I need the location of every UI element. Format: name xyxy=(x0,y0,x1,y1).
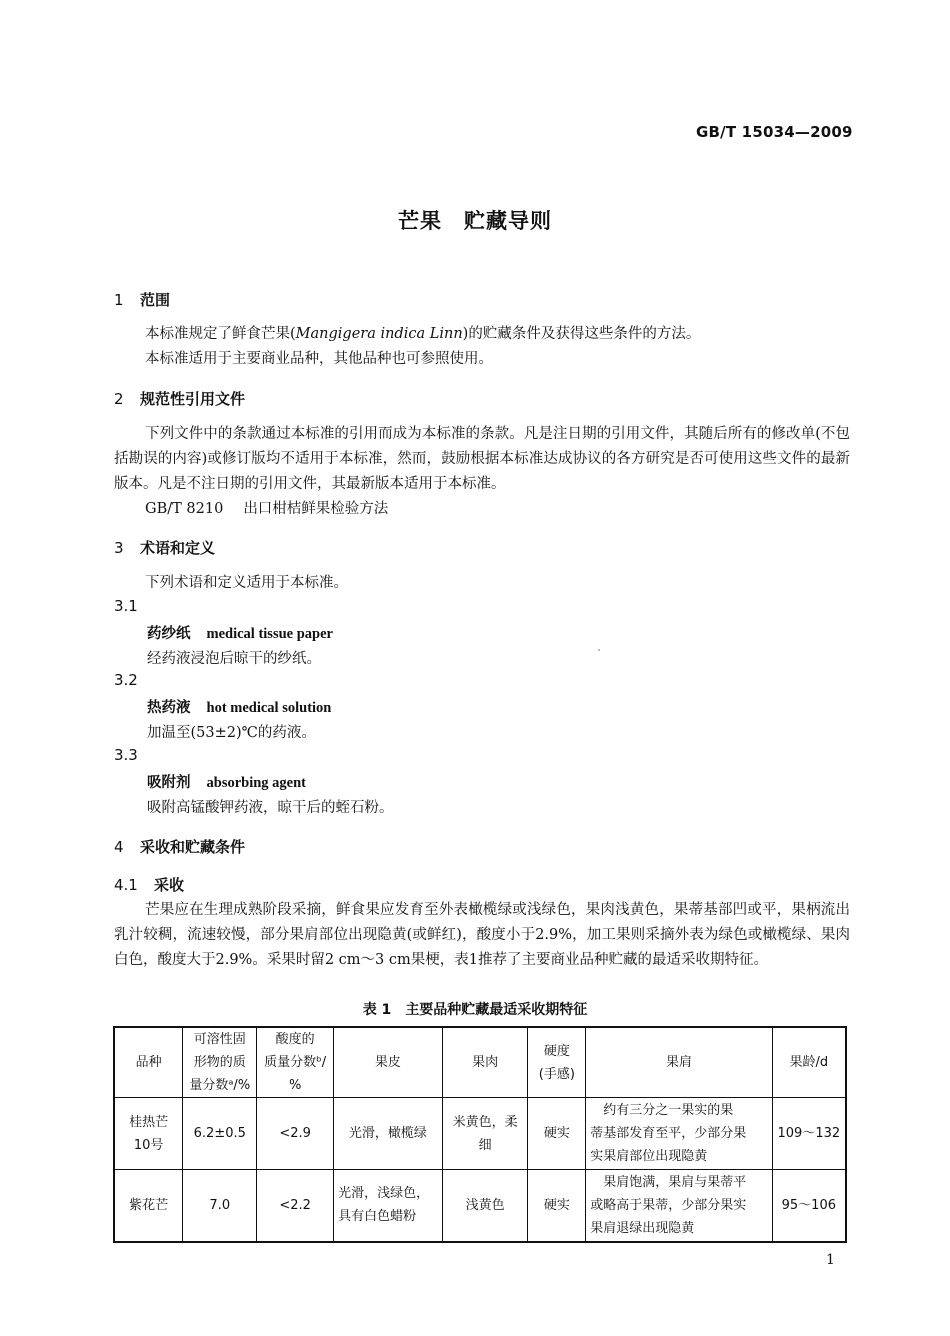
scope-paragraph-2: 本标准适用于主要商业品种，其他品种也可参照使用。 xyxy=(145,351,493,367)
header-shoulder: 果肩 xyxy=(586,1027,772,1098)
cell-firmness: 硬实 xyxy=(528,1098,586,1170)
scan-speck xyxy=(598,649,600,651)
section-number: 4 xyxy=(114,838,124,856)
cell-firmness: 硬实 xyxy=(528,1170,586,1242)
table-title: 主要品种贮藏最适采收期特征 xyxy=(405,1002,588,1018)
subsection-4-1-heading xyxy=(114,874,184,895)
term-definition: 吸附高锰酸钾药液，晾干后的蛭石粉。 xyxy=(147,800,394,816)
header-line: 硬度 xyxy=(543,1043,570,1059)
reference-code: GB/T 8210 xyxy=(145,501,224,517)
scope-latin-name: Mangigera indica Linn xyxy=(295,326,463,342)
section-2-heading xyxy=(114,388,245,409)
term-entry xyxy=(147,771,306,792)
section-title: 规范性引用文件 xyxy=(140,390,246,408)
term-entry xyxy=(147,622,333,643)
header-line: (手感) xyxy=(538,1066,575,1082)
cell-line: 果肩饱满，果肩与果蒂平 xyxy=(603,1174,747,1190)
term-chinese: 药纱纸 xyxy=(147,625,191,642)
cell-line: 约有三分之一果实的果 xyxy=(603,1103,734,1118)
subsection-title: 采收 xyxy=(154,876,185,894)
terms-intro: 下列术语和定义适用于本标准。 xyxy=(145,575,348,591)
title-part-1: 芒果 xyxy=(398,209,442,233)
document-title xyxy=(0,205,950,235)
cell-fruit-age: 109～132 xyxy=(772,1098,846,1170)
header-line: 质量分数ᵇ/ xyxy=(264,1055,327,1070)
cell-line: 紫花芒 xyxy=(129,1197,169,1213)
header-variety: 品种 xyxy=(114,1027,183,1098)
term-number: 3.3 xyxy=(114,746,138,764)
term-english: hot medical solution xyxy=(206,700,332,716)
header-line: 量分数ᵃ/% xyxy=(189,1078,251,1093)
cell-soluble-solids: 6.2±0.5 xyxy=(183,1098,257,1170)
header-flesh: 果肉 xyxy=(442,1027,528,1098)
term-english: medical tissue paper xyxy=(206,626,333,642)
term-definition: 加温至(53±2)℃的药液。 xyxy=(147,725,316,741)
reference-title: 出口柑桔鲜果检验方法 xyxy=(243,501,389,517)
scope-text-a: 本标准规定了鲜食芒果( xyxy=(145,326,296,342)
section-title: 术语和定义 xyxy=(140,539,216,557)
scope-text-b: )的贮藏条件及获得这些条件的方法。 xyxy=(462,326,701,342)
page-number: 1 xyxy=(826,1252,835,1268)
cell-variety xyxy=(114,1098,183,1170)
cell-flesh: 米黄色，柔细 xyxy=(442,1098,528,1170)
section-1-heading xyxy=(114,289,170,310)
cell-line: 实果肩部位出现隐黄 xyxy=(590,1149,708,1164)
header-acidity xyxy=(257,1027,334,1098)
header-line: % xyxy=(288,1078,302,1093)
standard-code: GB/T 15034—2009 xyxy=(696,123,853,141)
references-paragraph: 下列文件中的条款通过本标准的引用而成为本标准的条款。凡是注日期的引用文件，其随后所有的修改单(不包括勘误的内容)或修订版均不适用于本标准，然而，鼓励根据本标准达成协议的各方研究是否可使用这些文件的最新版本。凡是不注日期的引用文件，其最新版本适用于本标准。 xyxy=(114,426,850,492)
title-part-2: 贮藏导则 xyxy=(464,209,552,233)
table-label: 表 1 xyxy=(362,1002,392,1018)
cell-line: 或略高于果蒂，少部分果实 xyxy=(590,1197,747,1213)
table-caption xyxy=(0,999,950,1019)
cell-acidity: <2.2 xyxy=(257,1170,334,1242)
section-number: 3 xyxy=(114,539,124,557)
cell-line: 桂热芒 xyxy=(129,1114,169,1130)
section-number: 2 xyxy=(114,390,124,408)
cell-line: 果肩退绿出现隐黄 xyxy=(590,1220,695,1236)
harvest-characteristics-table xyxy=(113,1026,847,1243)
term-definition: 经药液浸泡后晾干的纱纸。 xyxy=(147,651,321,667)
term-chinese: 热药液 xyxy=(147,699,191,716)
section-title: 范围 xyxy=(140,291,171,309)
header-soluble-solids xyxy=(183,1027,257,1098)
section-3-heading xyxy=(114,537,215,558)
header-line: 形物的质 xyxy=(193,1055,246,1070)
section-title: 采收和贮藏条件 xyxy=(140,838,246,856)
section-number: 1 xyxy=(114,291,124,309)
table-row xyxy=(114,1170,846,1242)
header-peel: 果皮 xyxy=(334,1027,443,1098)
cell-line: 具有白色蜡粉 xyxy=(338,1209,417,1225)
cell-fruit-age: 95～106 xyxy=(772,1170,846,1242)
term-number: 3.1 xyxy=(114,597,138,615)
harvest-paragraph: 芒果应在生理成熟阶段采摘，鲜食果应发育至外表橄榄绿或浅绿色，果肉浅黄色，果蒂基部凹或平，果柄流出乳汁较稠，流速较慢，部分果肩部位出现隐黄(或鲜红)，酸度小于2.9%，加工果则采摘外表为绿色或橄榄绿、果肉白色，酸度大于2.9%。采果时留2 cm～3 cm果梗，表1推荐了主要商业品种贮藏的最适采收期特征。 xyxy=(114,902,850,968)
table-row xyxy=(114,1098,846,1170)
header-line: 可溶性固 xyxy=(193,1032,246,1047)
header-fruit-age: 果龄/d xyxy=(772,1027,846,1098)
cell-peel xyxy=(334,1098,443,1170)
cell-line: 10号 xyxy=(133,1137,164,1153)
cell-variety xyxy=(114,1170,183,1242)
cell-flesh: 浅黄色 xyxy=(442,1170,528,1242)
cell-line: 光滑，橄榄绿 xyxy=(348,1126,427,1141)
term-english: absorbing agent xyxy=(206,775,307,791)
table-header-row xyxy=(114,1027,846,1098)
term-entry xyxy=(147,696,331,717)
reference-item xyxy=(145,497,881,522)
header-firmness xyxy=(528,1027,586,1098)
cell-line: 蒂基部发育至平，少部分果 xyxy=(590,1126,747,1141)
term-number: 3.2 xyxy=(114,671,138,689)
cell-line: 光滑，浅绿色， xyxy=(338,1186,430,1202)
scope-paragraph-1 xyxy=(145,322,881,347)
cell-peel xyxy=(334,1170,443,1242)
cell-acidity: <2.9 xyxy=(257,1098,334,1170)
header-line: 酸度的 xyxy=(275,1032,315,1047)
cell-soluble-solids: 7.0 xyxy=(183,1170,257,1242)
term-chinese: 吸附剂 xyxy=(147,774,191,791)
cell-shoulder xyxy=(586,1170,772,1242)
subsection-number: 4.1 xyxy=(114,876,138,894)
cell-shoulder xyxy=(586,1098,772,1170)
section-4-heading xyxy=(114,836,245,857)
